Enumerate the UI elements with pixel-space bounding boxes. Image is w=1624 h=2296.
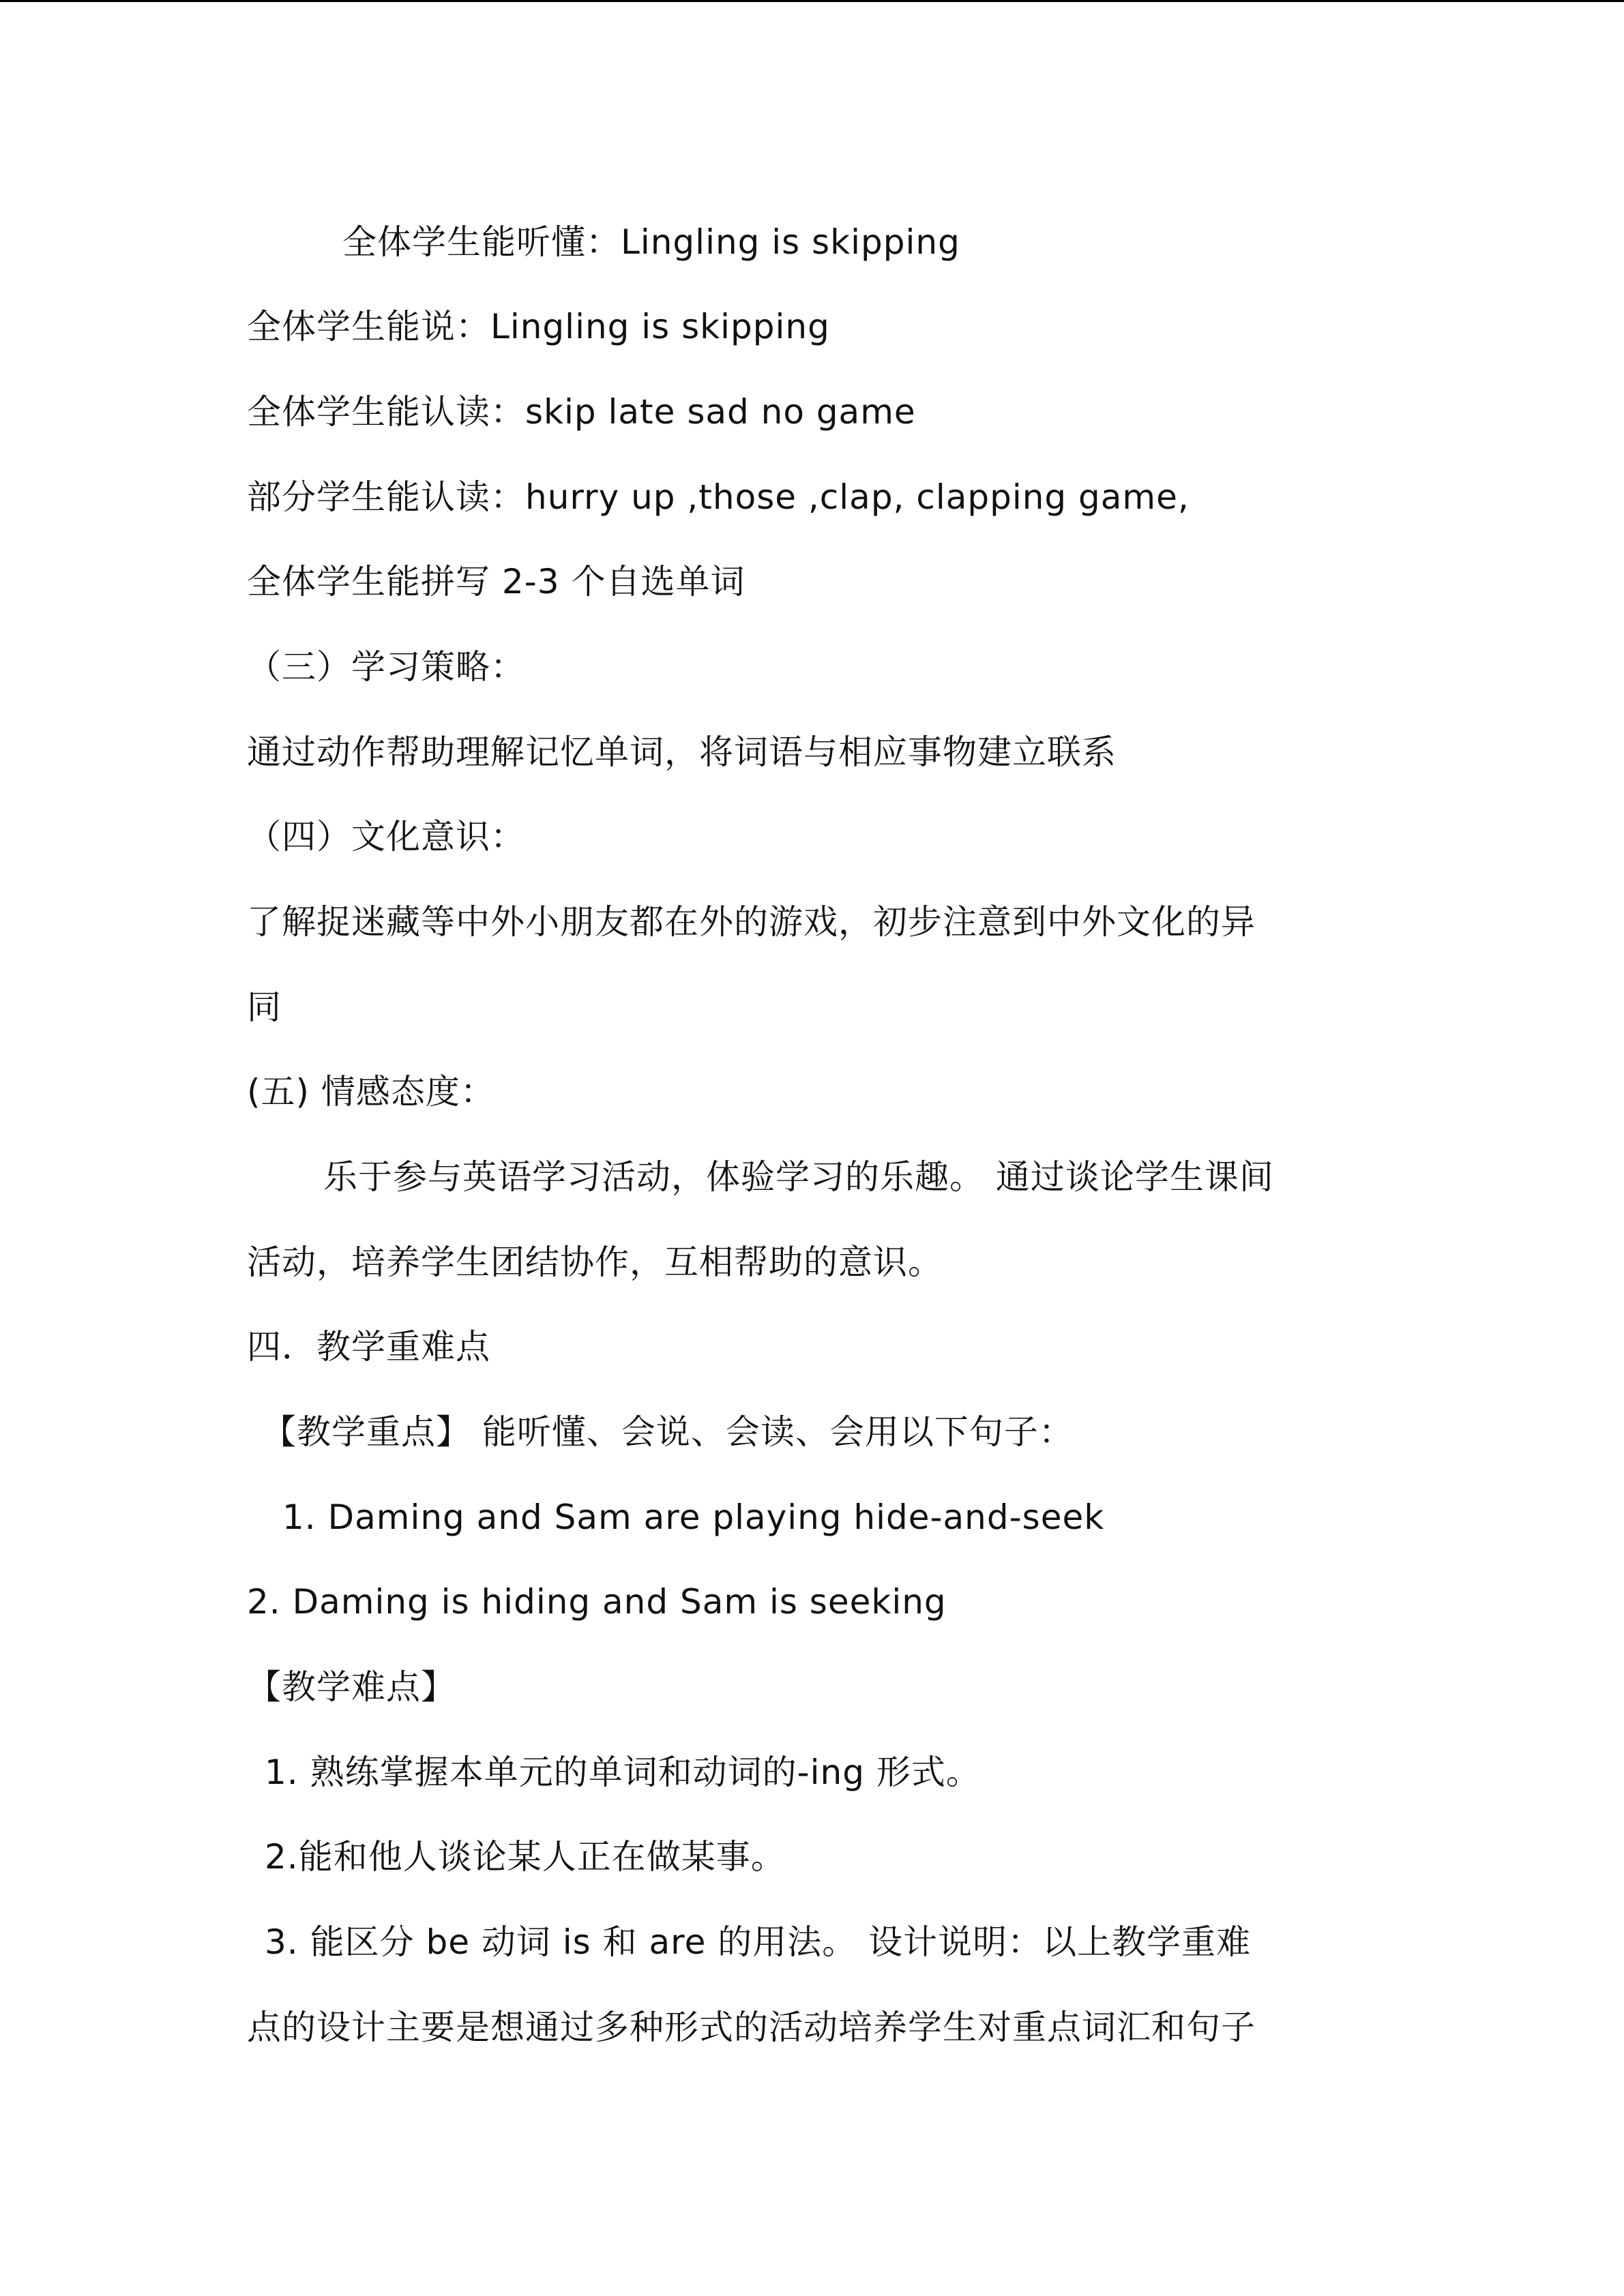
text-line-9: 了解捉迷藏等中外小朋友都在外的游戏，初步注意到中外文化的异 [247,902,1256,942]
text-line-7: 通过动作帮助理解记忆单词，将词语与相应事物建立联系 [247,732,1117,772]
text-line-10: 同 [247,987,282,1027]
text-line-13: 活动，培养学生团结协作，互相帮助的意识。 [247,1242,943,1282]
subheading-teaching-focus: 【教学重点】 能听懂、会说、会读、会用以下句子： [262,1412,1074,1452]
list-item-focus-1: 1. Daming and Sam are playing hide-and-seek [282,1497,1105,1537]
section-heading-cultural-awareness: （四）文化意识： [247,817,525,856]
list-item-difficulty-3: 3. 能区分 be 动词 is 和 are 的用法。 设计说明：以上教学重难 [265,1922,1252,1962]
text-line-3: 全体学生能认读：skip late sad no game [247,392,916,432]
text-line-5: 全体学生能拼写 2-3 个自选单词 [247,562,745,601]
list-item-difficulty-1: 1. 熟练掌握本单元的单词和动词的-ing 形式。 [265,1753,981,1792]
list-item-focus-2: 2. Daming is hiding and Sam is seeking [247,1582,947,1622]
text-line-1: 全体学生能听懂：Lingling is skipping [342,222,960,262]
section-heading-learning-strategy: （三）学习策略： [247,647,525,687]
list-item-difficulty-2: 2.能和他人谈论某人正在做某事。 [265,1837,786,1877]
text-line-22: 点的设计主要是想通过多种形式的活动培养学生对重点词汇和句子 [247,2008,1256,2047]
text-line-4: 部分学生能认读：hurry up ,those ,clap, clapping game, [247,477,1190,517]
subheading-teaching-difficulty: 【教学难点】 [247,1667,456,1707]
text-line-12: 乐于参与英语学习活动，体验学习的乐趣。 通过谈论学生课间 [323,1157,1274,1197]
section-heading-key-difficulties: 四．教学重难点 [247,1327,490,1367]
text-line-2: 全体学生能说：Lingling is skipping [247,307,830,346]
section-heading-emotional-attitude: (五) 情感态度： [247,1072,495,1112]
